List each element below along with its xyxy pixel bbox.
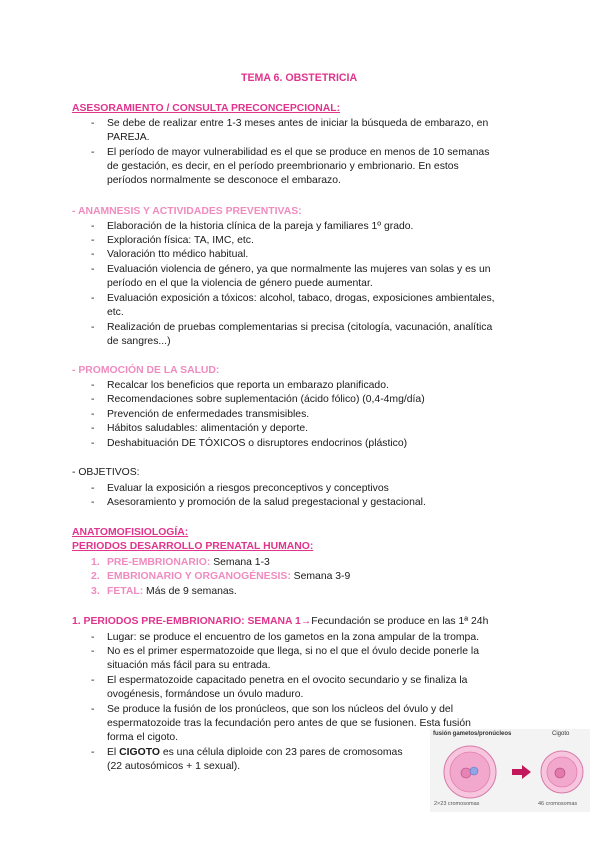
figure-caption-left: 2×23 cromosomas <box>434 801 480 807</box>
page-title: TEMA 6. OBSTETRICIA <box>241 72 358 84</box>
section-heading-anatomofisiologia: ANATOMOFISIOLOGÍA: <box>72 527 189 538</box>
section-heading-asesoramiento: ASESORAMIENTO / CONSULTA PRECONCEPCIONAL: <box>72 103 341 114</box>
figure-label-cigoto: Cigoto <box>552 731 570 737</box>
fusion-cell-icon <box>444 746 496 798</box>
figure-label-fusion: fusión gametos/pronúcleos <box>433 731 512 737</box>
figure-drawing <box>430 729 590 812</box>
section-heading-promocion: - PROMOCIÓN DE LA SALUD: <box>72 365 220 376</box>
zygote-figure <box>430 729 590 812</box>
figure-caption-right: 46 cromosomas <box>538 801 578 807</box>
zygote-cell-icon <box>541 751 583 793</box>
section-heading-objetivos: - OBJETIVOS: <box>72 467 140 478</box>
arrow-icon <box>512 765 531 779</box>
section-heading-periodos: PERIODOS DESARROLLO PRENATAL HUMANO: <box>72 541 314 552</box>
section-heading-preembrionario: 1. PERIODOS PRE-EMBRIONARIO: SEMANA 1→Fecundación se produce en las 1ª 24h <box>72 616 489 627</box>
section-heading-anamnesis: - ANAMNESIS Y ACTIVIDADES PREVENTIVAS: <box>72 206 302 217</box>
